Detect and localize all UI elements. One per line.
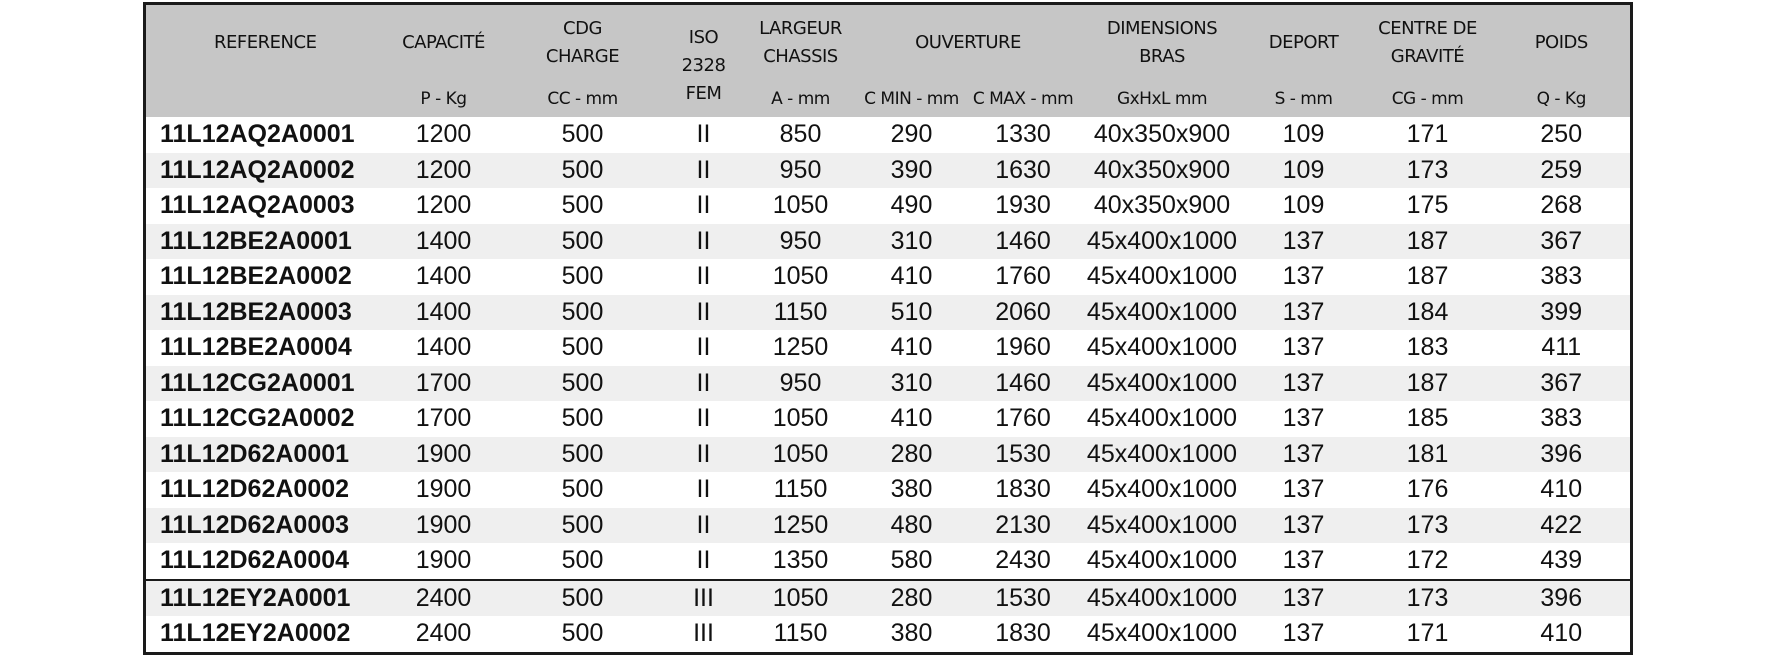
cell-largeur: 1150 bbox=[745, 472, 857, 508]
cell-reference: 11L12AQ2A0003 bbox=[145, 188, 385, 224]
table-row bbox=[145, 401, 1632, 437]
cell-cdg-charge: 500 bbox=[503, 224, 663, 260]
cell-reference: 11L12BE2A0004 bbox=[145, 330, 385, 366]
cell-dimensions: 45x400x1000 bbox=[1080, 366, 1245, 402]
cell-cmin: 390 bbox=[857, 153, 967, 189]
cell-cmin: 580 bbox=[857, 543, 967, 580]
cell-iso-fem: II bbox=[663, 401, 745, 437]
table-row bbox=[145, 580, 1632, 617]
unit-reference bbox=[145, 81, 385, 117]
cell-cdg-charge: 500 bbox=[503, 437, 663, 473]
cell-deport: 137 bbox=[1245, 580, 1363, 617]
cell-reference: 11L12D62A0003 bbox=[145, 508, 385, 544]
cell-capacite: 1700 bbox=[385, 366, 503, 402]
cell-iso-fem: II bbox=[663, 224, 745, 260]
cell-centre-gravite: 183 bbox=[1363, 330, 1493, 366]
unit-deport: S - mm bbox=[1245, 81, 1363, 117]
cell-capacite: 1200 bbox=[385, 117, 503, 153]
cell-cmax: 1330 bbox=[967, 117, 1080, 153]
cell-reference: 11L12CG2A0002 bbox=[145, 401, 385, 437]
cell-largeur: 1150 bbox=[745, 295, 857, 331]
cell-largeur: 950 bbox=[745, 224, 857, 260]
cell-reference: 11L12EY2A0001 bbox=[145, 580, 385, 617]
unit-poids: Q - Kg bbox=[1493, 81, 1632, 117]
cell-centre-gravite: 184 bbox=[1363, 295, 1493, 331]
cell-cmax: 1630 bbox=[967, 153, 1080, 189]
cell-largeur: 1250 bbox=[745, 508, 857, 544]
unit-dimensions: GxHxL mm bbox=[1080, 81, 1245, 117]
cell-cdg-charge: 500 bbox=[503, 117, 663, 153]
cell-dimensions: 45x400x1000 bbox=[1080, 259, 1245, 295]
cell-poids: 396 bbox=[1493, 580, 1632, 617]
cell-cmin: 510 bbox=[857, 295, 967, 331]
cell-deport: 137 bbox=[1245, 472, 1363, 508]
cell-reference: 11L12AQ2A0002 bbox=[145, 153, 385, 189]
cell-cdg-charge: 500 bbox=[503, 401, 663, 437]
cell-cdg-charge: 500 bbox=[503, 472, 663, 508]
table-row bbox=[145, 330, 1632, 366]
cell-iso-fem: II bbox=[663, 543, 745, 580]
cell-poids: 396 bbox=[1493, 437, 1632, 473]
cell-deport: 137 bbox=[1245, 366, 1363, 402]
cell-dimensions: 45x400x1000 bbox=[1080, 401, 1245, 437]
cell-cmax: 1460 bbox=[967, 366, 1080, 402]
cell-poids: 367 bbox=[1493, 366, 1632, 402]
cell-cmin: 310 bbox=[857, 366, 967, 402]
cell-centre-gravite: 171 bbox=[1363, 616, 1493, 653]
cell-capacite: 1400 bbox=[385, 224, 503, 260]
cell-capacite: 1200 bbox=[385, 188, 503, 224]
cell-largeur: 1250 bbox=[745, 330, 857, 366]
cell-reference: 11L12BE2A0003 bbox=[145, 295, 385, 331]
cell-centre-gravite: 187 bbox=[1363, 366, 1493, 402]
cell-reference: 11L12BE2A0002 bbox=[145, 259, 385, 295]
cell-cdg-charge: 500 bbox=[503, 330, 663, 366]
cell-deport: 137 bbox=[1245, 508, 1363, 544]
cell-iso-fem: II bbox=[663, 472, 745, 508]
table-row bbox=[145, 188, 1632, 224]
table-body bbox=[145, 117, 1632, 653]
cell-cmin: 310 bbox=[857, 224, 967, 260]
cell-dimensions: 40x350x900 bbox=[1080, 153, 1245, 189]
cell-capacite: 1900 bbox=[385, 508, 503, 544]
cell-deport: 109 bbox=[1245, 153, 1363, 189]
cell-iso-fem: II bbox=[663, 153, 745, 189]
cell-poids: 268 bbox=[1493, 188, 1632, 224]
header-poids: POIDS bbox=[1493, 4, 1632, 82]
cell-cmin: 380 bbox=[857, 616, 967, 653]
cell-iso-fem: III bbox=[663, 580, 745, 617]
cell-deport: 109 bbox=[1245, 188, 1363, 224]
table-row bbox=[145, 508, 1632, 544]
cell-deport: 109 bbox=[1245, 117, 1363, 153]
cell-dimensions: 45x400x1000 bbox=[1080, 224, 1245, 260]
cell-deport: 137 bbox=[1245, 259, 1363, 295]
cell-deport: 137 bbox=[1245, 295, 1363, 331]
cell-largeur: 850 bbox=[745, 117, 857, 153]
cell-cmin: 280 bbox=[857, 580, 967, 617]
cell-capacite: 1200 bbox=[385, 153, 503, 189]
cell-dimensions: 45x400x1000 bbox=[1080, 580, 1245, 617]
cell-centre-gravite: 175 bbox=[1363, 188, 1493, 224]
table-row bbox=[145, 366, 1632, 402]
header-deport: DEPORT bbox=[1245, 4, 1363, 82]
cell-capacite: 1400 bbox=[385, 330, 503, 366]
cell-iso-fem: II bbox=[663, 188, 745, 224]
cell-iso-fem: II bbox=[663, 366, 745, 402]
unit-cmax: C MAX - mm bbox=[967, 81, 1080, 117]
cell-cmin: 410 bbox=[857, 330, 967, 366]
cell-reference: 11L12CG2A0001 bbox=[145, 366, 385, 402]
cell-cmax: 2060 bbox=[967, 295, 1080, 331]
table-row bbox=[145, 472, 1632, 508]
cell-poids: 399 bbox=[1493, 295, 1632, 331]
cell-centre-gravite: 181 bbox=[1363, 437, 1493, 473]
cell-poids: 367 bbox=[1493, 224, 1632, 260]
cell-cmax: 1760 bbox=[967, 401, 1080, 437]
table-row bbox=[145, 543, 1632, 580]
cell-cmax: 2430 bbox=[967, 543, 1080, 580]
cell-cdg-charge: 500 bbox=[503, 188, 663, 224]
cell-dimensions: 40x350x900 bbox=[1080, 117, 1245, 153]
unit-cdg-charge: CC - mm bbox=[503, 81, 663, 117]
header-iso-fem: ISO 2328 FEM bbox=[663, 4, 745, 118]
cell-poids: 383 bbox=[1493, 401, 1632, 437]
cell-centre-gravite: 176 bbox=[1363, 472, 1493, 508]
cell-cmin: 480 bbox=[857, 508, 967, 544]
cell-cmin: 410 bbox=[857, 259, 967, 295]
table-row bbox=[145, 616, 1632, 653]
cell-capacite: 1900 bbox=[385, 472, 503, 508]
header-unit-row bbox=[145, 81, 1632, 117]
cell-reference: 11L12BE2A0001 bbox=[145, 224, 385, 260]
cell-largeur: 1150 bbox=[745, 616, 857, 653]
cell-deport: 137 bbox=[1245, 330, 1363, 366]
cell-iso-fem: II bbox=[663, 259, 745, 295]
cell-cdg-charge: 500 bbox=[503, 295, 663, 331]
cell-deport: 137 bbox=[1245, 401, 1363, 437]
cell-dimensions: 45x400x1000 bbox=[1080, 330, 1245, 366]
cell-deport: 137 bbox=[1245, 616, 1363, 653]
cell-reference: 11L12D62A0002 bbox=[145, 472, 385, 508]
cell-cdg-charge: 500 bbox=[503, 616, 663, 653]
cell-cmax: 1960 bbox=[967, 330, 1080, 366]
header-title-row bbox=[145, 4, 1632, 82]
cell-largeur: 1050 bbox=[745, 580, 857, 617]
cell-cmin: 410 bbox=[857, 401, 967, 437]
cell-iso-fem: II bbox=[663, 117, 745, 153]
table-row bbox=[145, 437, 1632, 473]
cell-dimensions: 45x400x1000 bbox=[1080, 295, 1245, 331]
header-centre-gravite: CENTRE DE GRAVITÉ bbox=[1363, 4, 1493, 82]
cell-capacite: 1700 bbox=[385, 401, 503, 437]
cell-dimensions: 45x400x1000 bbox=[1080, 616, 1245, 653]
cell-capacite: 1400 bbox=[385, 259, 503, 295]
cell-poids: 410 bbox=[1493, 616, 1632, 653]
cell-centre-gravite: 172 bbox=[1363, 543, 1493, 580]
cell-cmax: 1830 bbox=[967, 616, 1080, 653]
header-capacite: CAPACITÉ bbox=[385, 4, 503, 82]
cell-capacite: 2400 bbox=[385, 616, 503, 653]
header-ouverture: OUVERTURE bbox=[857, 4, 1080, 82]
cell-centre-gravite: 173 bbox=[1363, 508, 1493, 544]
cell-cmin: 290 bbox=[857, 117, 967, 153]
cell-iso-fem: II bbox=[663, 437, 745, 473]
header-reference: REFERENCE bbox=[145, 4, 385, 82]
cell-centre-gravite: 173 bbox=[1363, 580, 1493, 617]
cell-cmax: 1930 bbox=[967, 188, 1080, 224]
header-largeur-chassis: LARGEUR CHASSIS bbox=[745, 4, 857, 82]
cell-cmin: 280 bbox=[857, 437, 967, 473]
cell-cdg-charge: 500 bbox=[503, 366, 663, 402]
unit-cmin: C MIN - mm bbox=[857, 81, 967, 117]
cell-reference: 11L12D62A0004 bbox=[145, 543, 385, 580]
cell-centre-gravite: 173 bbox=[1363, 153, 1493, 189]
cell-poids: 411 bbox=[1493, 330, 1632, 366]
cell-cmin: 380 bbox=[857, 472, 967, 508]
cell-poids: 250 bbox=[1493, 117, 1632, 153]
cell-iso-fem: II bbox=[663, 330, 745, 366]
cell-centre-gravite: 187 bbox=[1363, 259, 1493, 295]
unit-centre-gravite: CG - mm bbox=[1363, 81, 1493, 117]
cell-largeur: 1050 bbox=[745, 437, 857, 473]
cell-reference: 11L12AQ2A0001 bbox=[145, 117, 385, 153]
cell-cmax: 1760 bbox=[967, 259, 1080, 295]
specifications-table bbox=[143, 2, 1633, 655]
cell-centre-gravite: 185 bbox=[1363, 401, 1493, 437]
cell-reference: 11L12D62A0001 bbox=[145, 437, 385, 473]
cell-capacite: 1900 bbox=[385, 437, 503, 473]
cell-poids: 383 bbox=[1493, 259, 1632, 295]
cell-deport: 137 bbox=[1245, 224, 1363, 260]
cell-cdg-charge: 500 bbox=[503, 259, 663, 295]
cell-centre-gravite: 171 bbox=[1363, 117, 1493, 153]
table-row bbox=[145, 117, 1632, 153]
cell-capacite: 1900 bbox=[385, 543, 503, 580]
cell-centre-gravite: 187 bbox=[1363, 224, 1493, 260]
cell-dimensions: 45x400x1000 bbox=[1080, 543, 1245, 580]
cell-deport: 137 bbox=[1245, 543, 1363, 580]
cell-largeur: 1050 bbox=[745, 259, 857, 295]
cell-reference: 11L12EY2A0002 bbox=[145, 616, 385, 653]
cell-dimensions: 45x400x1000 bbox=[1080, 472, 1245, 508]
unit-capacite: P - Kg bbox=[385, 81, 503, 117]
cell-dimensions: 40x350x900 bbox=[1080, 188, 1245, 224]
cell-cmax: 2130 bbox=[967, 508, 1080, 544]
cell-capacite: 2400 bbox=[385, 580, 503, 617]
cell-poids: 410 bbox=[1493, 472, 1632, 508]
cell-largeur: 1050 bbox=[745, 188, 857, 224]
cell-cmax: 1530 bbox=[967, 437, 1080, 473]
cell-cdg-charge: 500 bbox=[503, 580, 663, 617]
cell-largeur: 1050 bbox=[745, 401, 857, 437]
cell-poids: 422 bbox=[1493, 508, 1632, 544]
unit-largeur: A - mm bbox=[745, 81, 857, 117]
cell-largeur: 1350 bbox=[745, 543, 857, 580]
cell-dimensions: 45x400x1000 bbox=[1080, 508, 1245, 544]
cell-iso-fem: III bbox=[663, 616, 745, 653]
cell-cmin: 490 bbox=[857, 188, 967, 224]
table-row bbox=[145, 153, 1632, 189]
cell-cdg-charge: 500 bbox=[503, 543, 663, 580]
cell-cmax: 1830 bbox=[967, 472, 1080, 508]
table-row bbox=[145, 259, 1632, 295]
cell-iso-fem: II bbox=[663, 508, 745, 544]
cell-iso-fem: II bbox=[663, 295, 745, 331]
cell-poids: 439 bbox=[1493, 543, 1632, 580]
cell-cmax: 1460 bbox=[967, 224, 1080, 260]
cell-cmax: 1530 bbox=[967, 580, 1080, 617]
cell-cdg-charge: 500 bbox=[503, 153, 663, 189]
cell-deport: 137 bbox=[1245, 437, 1363, 473]
header-dimensions-bras: DIMENSIONS BRAS bbox=[1080, 4, 1245, 82]
cell-capacite: 1400 bbox=[385, 295, 503, 331]
cell-dimensions: 45x400x1000 bbox=[1080, 437, 1245, 473]
table-header bbox=[145, 4, 1632, 118]
header-cdg-charge: CDG CHARGE bbox=[503, 4, 663, 82]
cell-poids: 259 bbox=[1493, 153, 1632, 189]
table-row bbox=[145, 224, 1632, 260]
cell-largeur: 950 bbox=[745, 153, 857, 189]
cell-cdg-charge: 500 bbox=[503, 508, 663, 544]
cell-largeur: 950 bbox=[745, 366, 857, 402]
table-row bbox=[145, 295, 1632, 331]
